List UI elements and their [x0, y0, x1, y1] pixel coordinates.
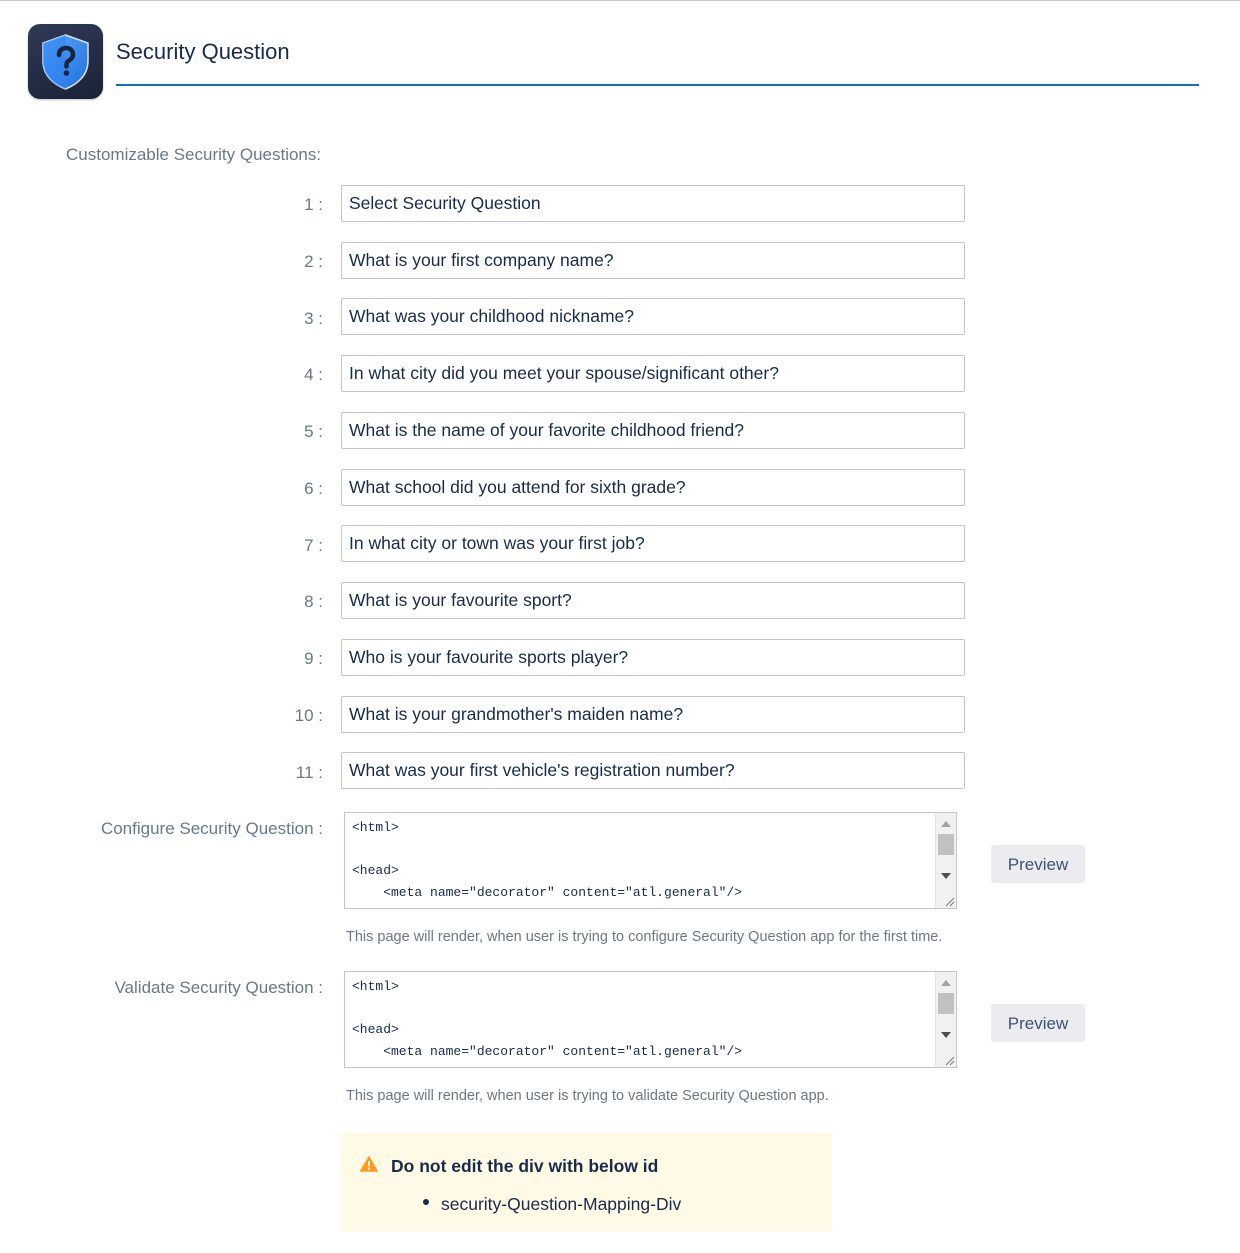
warning-panel: [341, 1133, 832, 1232]
question-number: 8 :: [304, 592, 323, 611]
question-number: 1 :: [304, 195, 323, 214]
question-number: 7 :: [304, 536, 323, 555]
page-title: Security Question: [116, 39, 290, 64]
configure-scrollbar[interactable]: [935, 813, 956, 908]
security-question-input[interactable]: What was your childhood nickname?: [341, 298, 965, 335]
validate-help-text: This page will render, when user is trying to validate Security Question app.: [346, 1088, 829, 1104]
security-question-input[interactable]: In what city did you meet your spouse/significant other?: [341, 355, 965, 392]
question-number: 11 :: [295, 763, 323, 782]
top-border: [0, 0, 1240, 1]
configure-code-text[interactable]: <html> <head> <meta name="decorator" content="atl.general"/>: [352, 820, 743, 900]
configure-code-editor[interactable]: [344, 812, 957, 909]
warning-list-item: security-Question-Mapping-Div: [441, 1194, 682, 1214]
configure-label: Configure Security Question :: [100, 819, 323, 838]
question-number: 3 :: [304, 309, 323, 328]
question-number: 5 :: [304, 422, 323, 441]
security-question-input[interactable]: What is the name of your favorite childhood friend?: [341, 412, 965, 449]
security-question-input[interactable]: What is your first company name?: [341, 242, 965, 279]
resize-handle-icon[interactable]: [943, 1054, 955, 1066]
security-question-input[interactable]: What is your grandmother's maiden name?: [341, 696, 965, 733]
validate-code-text[interactable]: <html> <head> <meta name="decorator" content="atl.general"/>: [352, 979, 743, 1059]
scroll-down-icon[interactable]: [941, 1032, 951, 1038]
configure-preview-button[interactable]: Preview: [991, 845, 1085, 883]
app-logo: [28, 24, 103, 99]
resize-handle-icon[interactable]: [943, 895, 955, 907]
scroll-up-icon[interactable]: [941, 821, 951, 827]
scroll-thumb[interactable]: [938, 993, 954, 1014]
validate-label: Validate Security Question :: [114, 978, 323, 997]
question-number: 10 :: [294, 706, 323, 725]
security-question-input[interactable]: What is your favourite sport?: [341, 582, 965, 619]
security-question-input[interactable]: In what city or town was your first job?: [341, 525, 965, 562]
validate-scrollbar[interactable]: [935, 972, 956, 1067]
security-question-input[interactable]: Who is your favourite sports player?: [341, 639, 965, 676]
validate-preview-button[interactable]: Preview: [991, 1004, 1085, 1042]
question-number: 4 :: [304, 365, 323, 384]
warning-title: Do not edit the div with below id: [391, 1156, 659, 1176]
warning-icon: [360, 1156, 378, 1172]
validate-code-editor[interactable]: [344, 971, 957, 1068]
security-question-input[interactable]: What school did you attend for sixth grade?: [341, 469, 965, 506]
question-number: 9 :: [304, 649, 323, 668]
scroll-up-icon[interactable]: [941, 980, 951, 986]
shield-question-icon: [28, 24, 103, 99]
scroll-thumb[interactable]: [938, 834, 954, 855]
title-divider: [116, 84, 1199, 86]
security-question-input[interactable]: What was your first vehicle's registration number?: [341, 752, 965, 789]
question-number: 2 :: [304, 252, 323, 271]
questions-section-label: Customizable Security Questions:: [66, 145, 322, 164]
scroll-down-icon[interactable]: [941, 873, 951, 879]
security-question-select[interactable]: Select Security Question: [341, 185, 965, 222]
configure-help-text: This page will render, when user is trying to configure Security Question app for the first time.: [346, 929, 943, 945]
bullet: [423, 1199, 429, 1205]
question-number: 6 :: [304, 479, 323, 498]
